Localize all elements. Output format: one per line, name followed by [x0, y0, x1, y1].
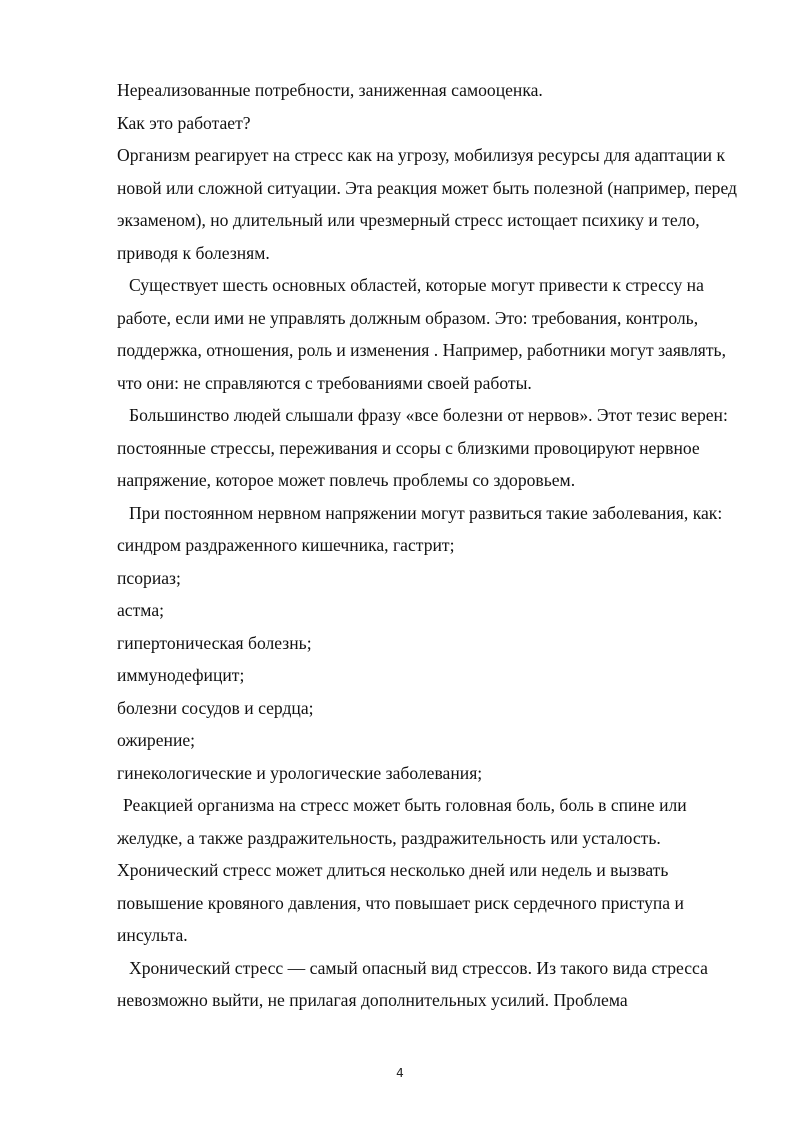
list-item: ожирение; [117, 730, 196, 750]
list-item: астма; [117, 600, 165, 620]
page-number: 4 [396, 1066, 404, 1080]
paragraph-chronic-stress: Хронический стресс — самый опасный вид стрессов. Из такого вида стресса невозможно выйти, не прилагая дополнительных усилий. Проблема [117, 957, 708, 1010]
paragraph-diseases-intro: При постоянном нервном напряжении могут развиться такие заболевания, как: [129, 502, 723, 523]
text-line-needs: Нереализованные потребности, заниженная самооценка. [117, 80, 543, 100]
paragraph-nerves: Большинство людей слышали фразу «все болезни от нервов». Этот тезис верен: постоянные стрессы, переживания и ссоры с близкими провоцируют нервное напряжение, которое может повлечь проблемы со здоровьем. [117, 405, 728, 490]
paragraph-six-areas: Существует шесть основных областей, которые могут привести к стрессу на работе, если ими не управлять должным образом. Это: требования, контроль, поддержка, отношения, роль и изменения . Например, работники могут заявлять, что они: не справляются с требованиями своей работы. [117, 275, 726, 393]
list-item: гинекологические и урологические заболевания; [117, 762, 483, 783]
document-body [117, 74, 743, 1017]
list-item: болезни сосудов и сердца; [117, 697, 314, 718]
paragraph-stress-reaction: Реакцией организма на стресс может быть головная боль, боль в спине или желудке, а также раздражительность, раздражительность или усталость. Хронический стресс может длиться несколько дней или недель и вызвать повышение кровяного давления, что повышает риск сердечного приступа и инсульта. [117, 795, 687, 945]
list-item: псориаз; [117, 567, 181, 588]
paragraph-organism-reaction: Организм реагирует на стресс как на угрозу, мобилизуя ресурсы для адаптации к новой или сложной ситуации. Эта реакция может быть полезной (например, перед экзаменом), но длительный или чрезмерный стресс истощает психику и тело, приводя к болезням. [117, 145, 737, 263]
list-item: синдром раздраженного кишечника, гастрит; [117, 535, 455, 555]
text-line-how-it-works: Как это работает? [117, 112, 251, 133]
list-item: гипертоническая болезнь; [117, 632, 312, 653]
list-item: иммунодефицит; [117, 665, 245, 685]
